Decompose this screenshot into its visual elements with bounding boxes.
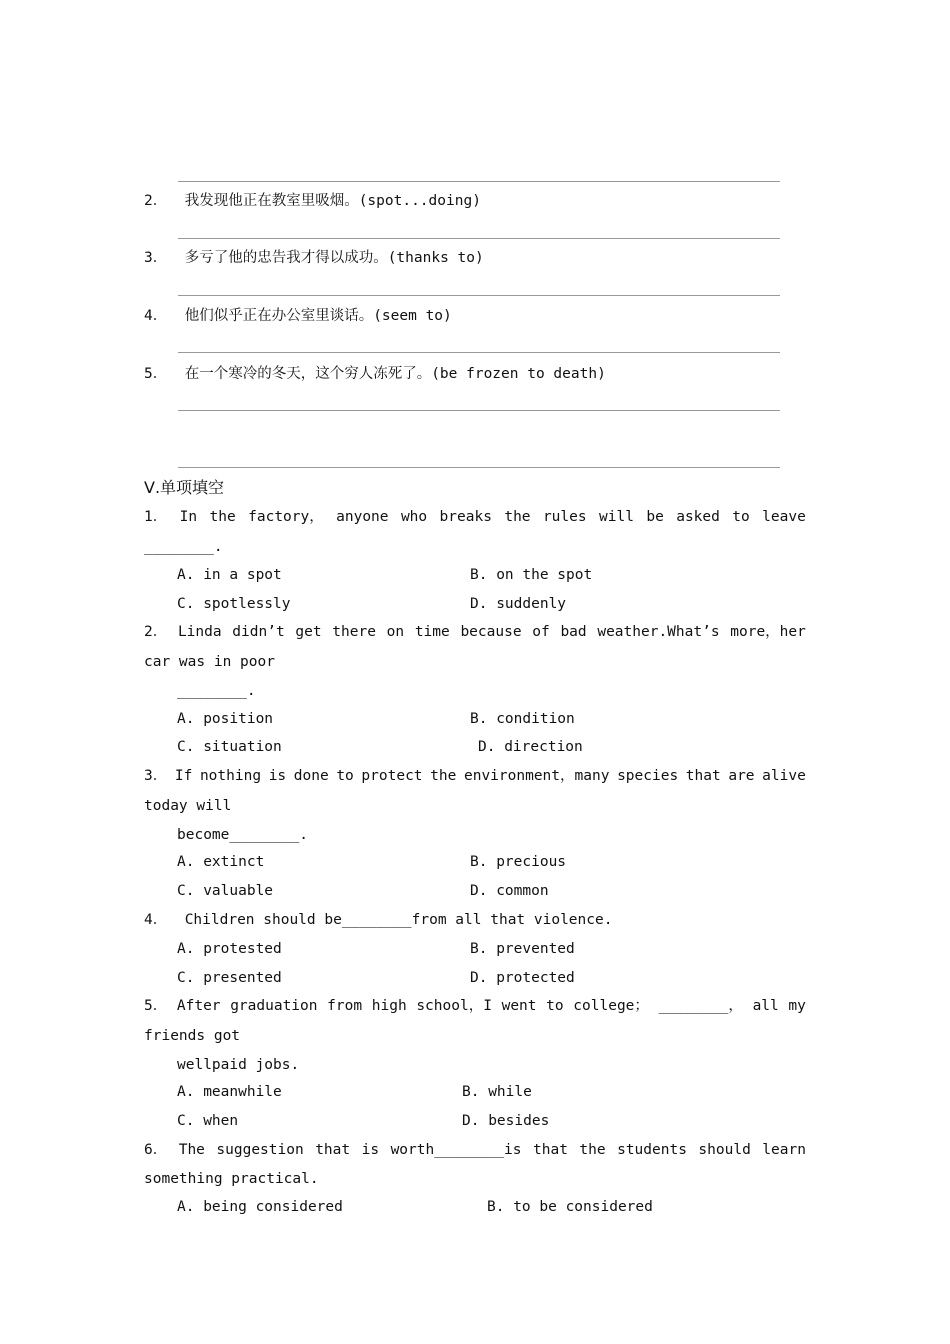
option-c: C. presented: [177, 970, 282, 986]
stem-word: Linda: [177, 624, 222, 640]
question-6-continued: something practical.: [144, 1171, 319, 1187]
translation-item-5: [144, 364, 606, 384]
item-text: 我发现他正在教室里吸烟。(spot...doing): [184, 193, 481, 209]
question-number: 1．: [144, 509, 168, 525]
question-5-stem: [144, 996, 806, 1016]
stem-word: to: [732, 509, 750, 525]
stem-word: done: [293, 768, 329, 784]
stem-word: will: [599, 509, 634, 525]
option-b: B. prevented: [470, 941, 575, 957]
section-title: Ⅴ.单项填空: [144, 478, 225, 497]
answer-line: [178, 467, 780, 468]
stem-word: The: [178, 1142, 205, 1158]
stem-word: all: [752, 998, 779, 1014]
item-text: 在一个寒冷的冬天，这个穷人冻死了。(be frozen to death): [184, 366, 606, 382]
stem-word: time: [414, 624, 450, 640]
question-1-stem: [144, 507, 806, 527]
stem-word: high: [371, 998, 407, 1014]
question-number: 2．: [144, 624, 168, 640]
stem-word: students: [617, 1142, 687, 1158]
stem-word: graduation: [230, 998, 318, 1014]
option-b: B. on the spot: [470, 567, 593, 583]
stem-word: the: [209, 509, 236, 525]
option-d: D. direction: [478, 739, 583, 755]
stem-word: species: [617, 768, 679, 784]
question-3-continued: today will: [144, 798, 232, 814]
question-5-continued: friends got: [144, 1028, 241, 1044]
stem-word: are: [728, 768, 755, 784]
answer-line: [178, 295, 780, 296]
stem-word: protect: [361, 768, 423, 784]
stem-word: alive: [762, 768, 806, 784]
stem-word: nothing: [199, 768, 262, 784]
stem-word: is: [268, 768, 287, 784]
item-text: 他们似乎正在办公室里谈话。(seem to): [184, 308, 452, 324]
option-a: A. protested: [177, 941, 282, 957]
option-c: C. situation: [177, 739, 282, 755]
option-d: D. protected: [470, 970, 575, 986]
option-d: D. common: [470, 883, 549, 899]
item-number: 4．: [144, 308, 168, 324]
translation-item-2: [144, 191, 481, 211]
option-c: C. valuable: [177, 883, 274, 899]
stem-word: In: [179, 509, 198, 525]
stem-word: didn’t: [232, 624, 285, 640]
question-number: 5．: [144, 998, 168, 1014]
stem-word: my: [788, 998, 806, 1014]
stem-word: that: [533, 1142, 568, 1158]
option-c: C. when: [177, 1113, 239, 1129]
stem-word: that: [315, 1142, 351, 1158]
option-a: A. extinct: [177, 854, 265, 870]
stem-word: to: [336, 768, 354, 784]
option-d: D. besides: [462, 1113, 550, 1129]
stem-word: the: [504, 509, 531, 525]
option-b: B. condition: [470, 711, 575, 727]
stem-word: environment，many: [463, 768, 610, 784]
translation-item-3: [144, 248, 484, 268]
question-5-continued-2: wellpaid jobs.: [177, 1057, 300, 1073]
item-number: 2．: [144, 193, 168, 209]
stem-word: After: [176, 998, 221, 1014]
question-2-blank: ________.: [177, 683, 256, 699]
stem-word: If: [174, 768, 193, 784]
stem-word: asked: [676, 509, 720, 525]
answer-line: [178, 181, 780, 182]
stem-word: from: [327, 998, 363, 1014]
question-3-stem: [144, 766, 806, 786]
stem-word: because: [460, 624, 522, 640]
item-text: 多亏了他的忠告我才得以成功。(thanks to): [184, 250, 484, 266]
question-1-blank: ________.: [144, 539, 223, 555]
stem-word: went: [501, 998, 537, 1014]
stem-word: who: [400, 509, 428, 525]
item-number: 3．: [144, 250, 168, 266]
stem-word: suggestion: [216, 1142, 304, 1158]
question-6-stem: [144, 1140, 806, 1160]
option-b: B. to be considered: [487, 1199, 653, 1215]
stem-word: college；: [573, 998, 649, 1014]
stem-word: should: [698, 1142, 751, 1158]
option-b: B. precious: [470, 854, 567, 870]
stem-word: factory，: [248, 509, 324, 525]
answer-line: [178, 410, 780, 411]
stem-word: the: [579, 1142, 606, 1158]
stem-word: leave: [762, 509, 806, 525]
option-a: A. being considered: [177, 1199, 343, 1215]
stem-word: anyone: [336, 509, 389, 525]
translation-item-4: [144, 306, 452, 326]
question-2-stem: [144, 622, 806, 642]
option-c: C. spotlessly: [177, 596, 291, 612]
stem-word: weather.What’s: [597, 624, 720, 640]
question-2-continued: car was in poor: [144, 654, 275, 670]
item-number: 5．: [144, 366, 168, 382]
question-4-stem: 4． Children should be________from all that violence.: [144, 912, 613, 928]
stem-word: ________，: [658, 998, 743, 1014]
option-a: A. in a spot: [177, 567, 282, 583]
question-number: 6．: [144, 1142, 168, 1158]
stem-word: school，I: [416, 998, 492, 1014]
stem-word: breaks: [439, 509, 492, 525]
option-d: D. suddenly: [470, 596, 567, 612]
stem-word: learn: [762, 1142, 806, 1158]
option-b: B. while: [462, 1084, 532, 1100]
question-3-blank: become________.: [177, 827, 308, 843]
answer-line: [178, 238, 780, 239]
question-number: 3．: [144, 768, 168, 784]
stem-word: of: [532, 624, 550, 640]
option-a: A. position: [177, 711, 274, 727]
stem-word: more，her: [730, 624, 806, 640]
option-a: A. meanwhile: [177, 1084, 282, 1100]
stem-word: the: [430, 768, 457, 784]
stem-word: there: [332, 624, 376, 640]
stem-word: to: [546, 998, 564, 1014]
stem-word: get: [295, 624, 322, 640]
stem-word: rules: [542, 509, 587, 525]
stem-word: bad: [560, 624, 587, 640]
stem-word: on: [386, 624, 405, 640]
answer-line: [178, 352, 780, 353]
stem-word: worth________is: [390, 1142, 522, 1158]
stem-word: is: [361, 1142, 380, 1158]
stem-word: that: [685, 768, 721, 784]
stem-word: be: [646, 509, 664, 525]
